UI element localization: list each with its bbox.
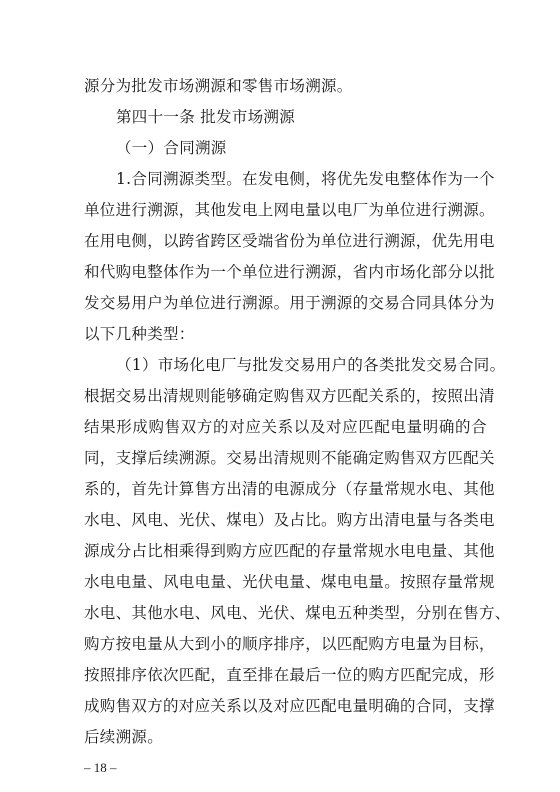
paragraph-line: 结果形成购售双方的对应关系以及对应匹配电量明确的合 [84,418,487,436]
paragraph-line: 1.合同溯源类型。在发电侧，将优先发电整体作为一个 [116,170,495,188]
paragraph-line: 水电、其他水电、风电、光伏、煤电五种类型，分别在售方、 [84,604,511,622]
paragraph-line: 单位进行溯源，其他发电上网电量以电厂为单位进行溯源。 [84,201,495,219]
paragraph-line: （1）市场化电厂与批发交易用户的各类批发交易合同。 [116,356,506,374]
paragraph-line: 系的，首先计算售方出清的电源成分（存量常规水电、其他 [84,480,495,498]
paragraph-line: 发交易用户为单位进行溯源。用于溯源的交易合同具体分为 [84,294,495,312]
page-number: – 18 – [84,760,117,775]
paragraph-line: 源成分占比相乘得到购方应匹配的存量常规水电电量、其他 [84,542,495,560]
paragraph-line: 同，支撑后续溯源。交易出清规则不能确定购售双方匹配关 [84,449,495,467]
paragraph-line: 成购售双方的对应关系以及对应匹配电量明确的合同，支撑 [84,697,495,715]
paragraph-line: 和代购电整体作为一个单位进行溯源，省内市场化部分以批 [84,263,495,281]
section-heading: （一）合同溯源 [116,139,227,157]
paragraph-line: 以下几种类型： [84,325,195,343]
paragraph-line-continuation: 源分为批发市场溯源和零售市场溯源。 [84,77,353,95]
paragraph-line: 在用电侧，以跨省跨区受端省份为单位进行溯源，优先用电 [84,232,495,250]
paragraph-line: 水电、风电、光伏、煤电）及占比。购方出清电量与各类电 [84,511,495,529]
paragraph-line: 购方按电量从大到小的顺序排序，以匹配购方电量为目标， [84,635,495,653]
paragraph-line: 后续溯源。 [84,728,164,746]
paragraph-line: 按照排序依次匹配，直至排在最后一位的购方匹配完成，形 [84,666,495,684]
article-heading: 第四十一条 批发市场溯源 [116,108,296,126]
paragraph-line: 水电电量、风电电量、光伏电量、煤电电量。按照存量常规 [84,573,495,591]
paragraph-line: 根据交易出清规则能够确定购售双方匹配关系的，按照出清 [84,387,495,405]
